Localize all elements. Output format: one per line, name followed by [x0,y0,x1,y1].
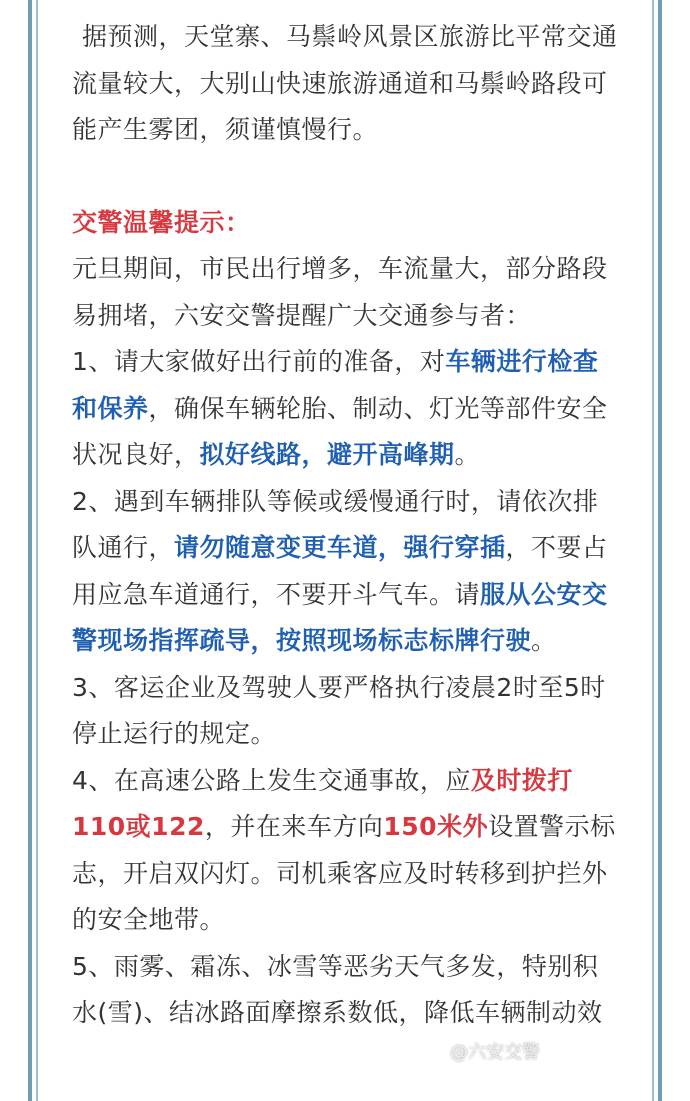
tips-heading: 交警温馨提示： [72,207,251,237]
weibo-watermark: @六安交警 [450,1042,540,1063]
tip-item-5: 5、雨雾、霜冻、冰雪等恶劣天气多发，特别积水(雪)、结冰路面摩擦系数低，降低车辆制动效 [72,951,603,1027]
tip-item-1 [72,339,620,479]
tip1-highlight-b: 车辆进行检查和保养 [72,347,599,423]
left-border-line-outer [28,0,32,1101]
tip4-text-c: ，并在来车方向 [204,812,384,841]
tip2-highlight-d: 服从公安交警现场指挥疏导，按照现场标志标牌行驶 [72,579,608,655]
tip4-text-a: 4、在高速公路上发生交通事故，应 [72,765,471,795]
intro-paragraph: 据预测，天堂寨、马鬃岭风景区旅游比平常交通流量较大，大别山快速旅游通道和马鬃岭路段可能产生雾团，须谨慎慢行。 [72,22,618,144]
tip-item-4 [72,758,620,944]
tip4-text-e: 设置警示标志，开启双闪灯。司机乘客应及时转移到护拦外的安全地带。 [72,812,616,934]
left-border [0,0,38,1101]
right-border-line-outer [658,0,662,1101]
tip2-text-a: 2、遇到车辆排队等候或缓慢通行时，请依次排队通行， [72,486,599,562]
tip1-text-a: 1、请大家做好出行前的准备，对 [72,347,446,376]
right-border-line-inner [652,0,654,1101]
tip1-text-c: ，确保车辆轮胎、制动、灯光等部件安全状况良好， [72,393,608,469]
tip1-highlight-d: 拟好线路，避开高峰期 [199,440,455,469]
left-border-line-inner [36,0,38,1101]
tip2-text-e: 。 [531,626,557,655]
right-border [652,0,690,1101]
spacer [72,154,620,200]
article-content [72,14,620,1037]
tips-intro: 元旦期间，市民出行增多，车流量大，部分路段易拥堵，六安交警提醒广大交通参与者： [72,254,608,330]
tip4-highlight-b: 及时拨打110或122 [72,765,573,841]
tip1-text-e: 。 [454,440,481,469]
tip-item-3: 3、客运企业及驾驶人要严格执行凌晨2时至5时停止运行的规定。 [72,672,606,748]
tip4-highlight-d: 150米外 [383,812,489,841]
tip2-highlight-b: 请勿随意变更车道，强行穿插 [174,533,506,562]
tip2-text-c: ，不要占用应急车道通行，不要开斗气车。请 [72,533,608,609]
tip-item-2 [72,479,620,665]
